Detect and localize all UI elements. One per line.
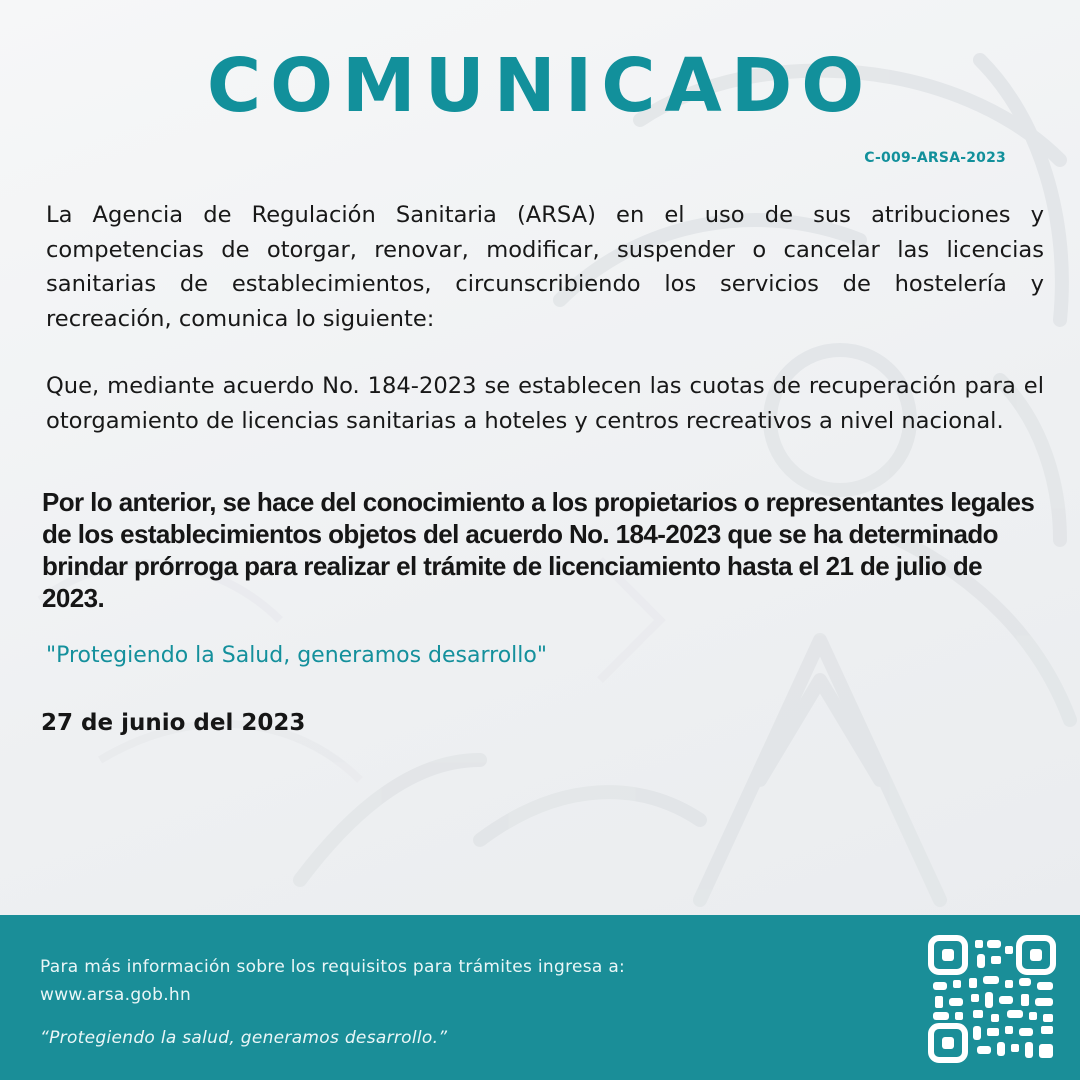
footer-website-link[interactable]: www.arsa.gob.hn [40, 985, 192, 1005]
intro-paragraph: La Agencia de Regulación Sanitaria (ARSA) en el uso de sus atribuciones y competencias de otorgar, renovar, modificar, suspender o cancelar las licencias sanitarias de establecimientos, circunscribiendo los servicios de hostelería y recreación, comunica lo siguiente: [46, 202, 1044, 332]
document-code: C-009-ARSA-2023 [864, 150, 1006, 166]
footer-info-text: Para más información sobre los requisitos para trámites ingresa a: [40, 957, 626, 977]
footer-banner [0, 915, 1080, 1080]
page-title: COMUNICADO [206, 43, 874, 129]
qr-code-icon[interactable] [925, 932, 1059, 1066]
extension-paragraph: Por lo anterior, se hace del conocimiento a los propietarios o representantes legales de los establecimientos objetos del acuerdo No. 184-2023 que se ha determinado brindar prórroga para realizar el trámite de licenciamiento hasta el 21 de julio de 2023. [42, 487, 1035, 613]
agreement-paragraph: Que, mediante acuerdo No. 184-2023 se establecen las cuotas de recuperación para el otorgamiento de licencias sanitarias a hoteles y centros recreativos a nivel nacional. [46, 373, 1044, 434]
footer-slogan: “Protegiendo la salud, generamos desarrollo.” [40, 1028, 448, 1048]
issue-date: 27 de junio del 2023 [41, 710, 306, 736]
slogan-text: "Protegiendo la Salud, generamos desarrollo" [46, 643, 547, 668]
